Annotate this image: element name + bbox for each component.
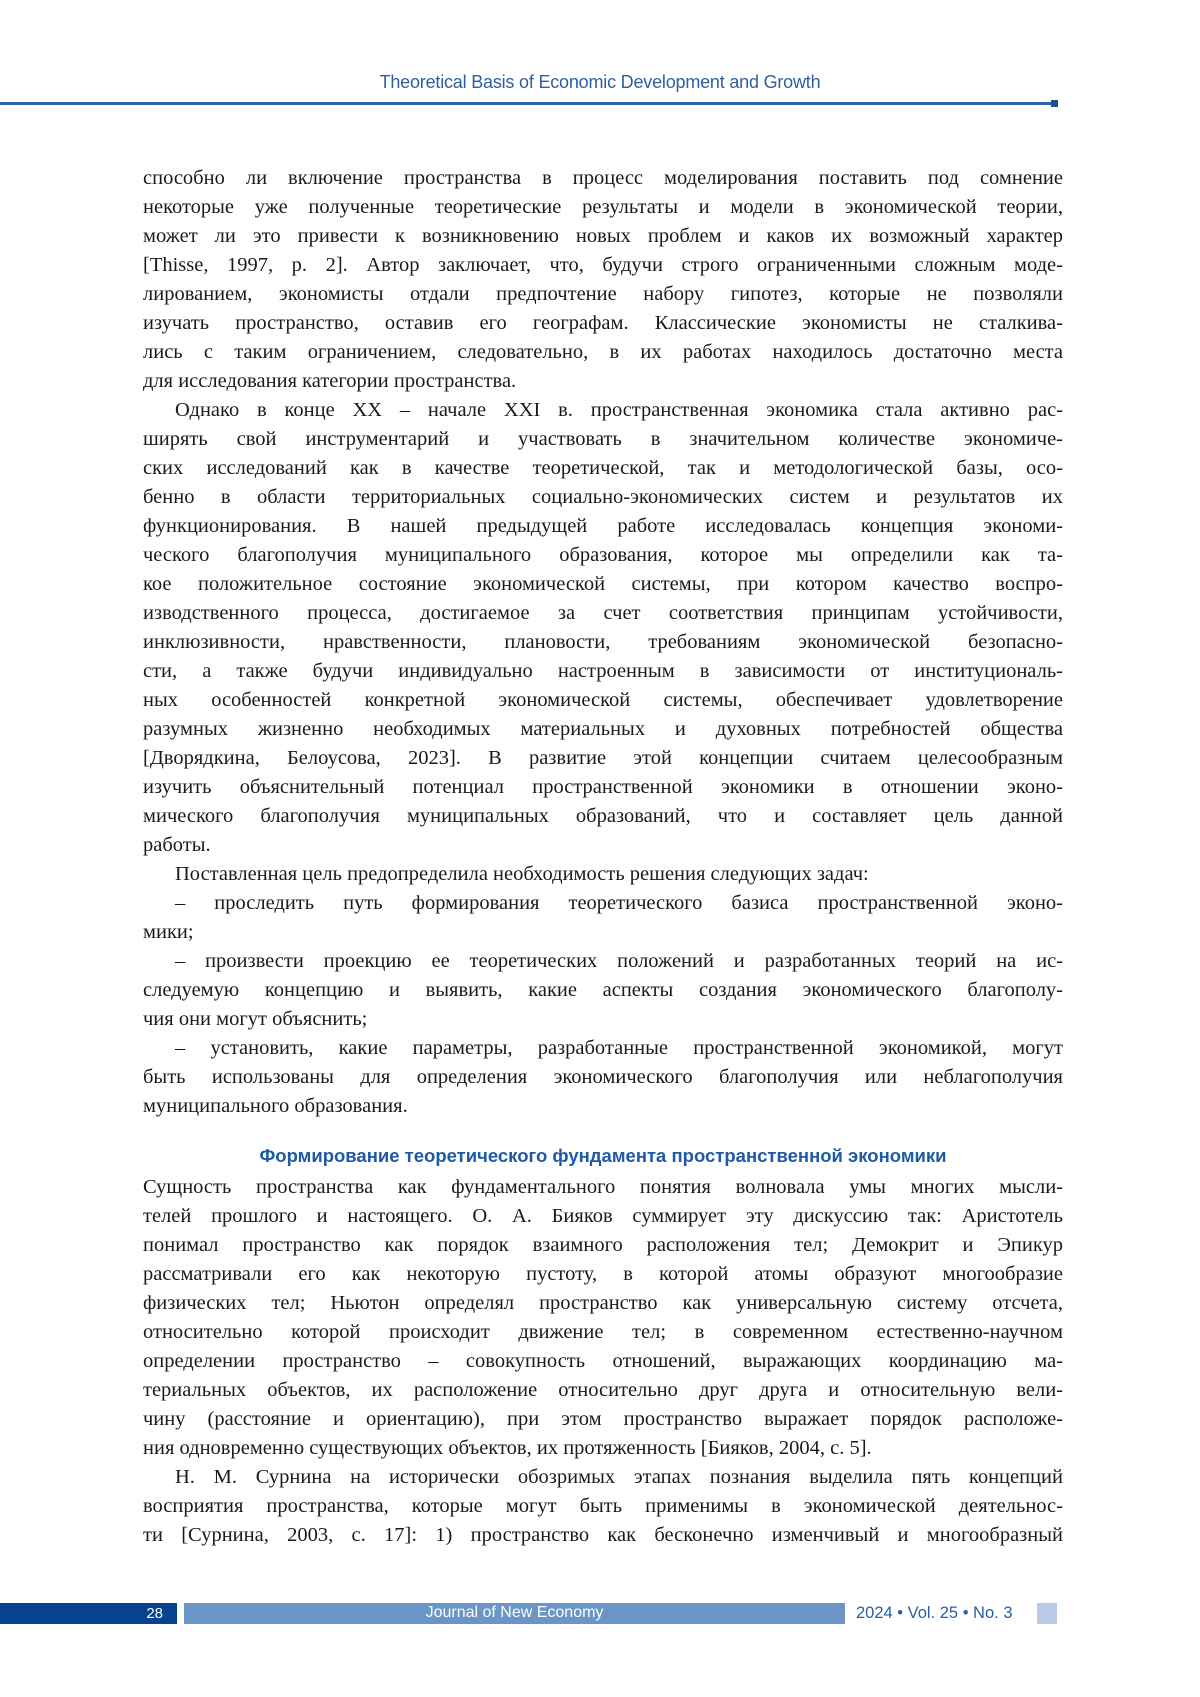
text-line: [Дворядкина, Белоусова, 2023]. В развитие этой концепции считаем целесообразным <box>143 747 1063 769</box>
text-line: ских исследований как в качестве теоретической, так и методологической базы, осо- <box>143 457 1063 479</box>
paragraph <box>143 1173 1063 1463</box>
paragraph <box>143 1463 1063 1550</box>
paragraph <box>143 164 1063 396</box>
running-title: Theoretical Basis of Economic Development and Growth <box>379 72 821 92</box>
text-line: мики; <box>143 921 194 943</box>
text-line: чия они могут объяснить; <box>143 1008 368 1030</box>
text-line: следуемую концепцию и выявить, какие аспекты создания экономического благополу- <box>143 979 1063 1001</box>
footer-page-block <box>0 1603 177 1624</box>
text-line: лированием, экономисты отдали предпочтение набору гипотез, которые не позволяли <box>143 283 1063 305</box>
text-line: мического благополучия муниципальных образований, что и составляет цель данной <box>143 805 1063 827</box>
task-item <box>143 889 1063 947</box>
issue-info: 2024 • Vol. 25 • No. 3 <box>856 1604 1013 1622</box>
text-line: чину (расстояние и ориентацию), при этом пространство выражает порядок расположе- <box>143 1408 1063 1430</box>
text-line: физических тел; Ньютон определял пространство как универсальную систему отсчета, <box>143 1292 1063 1314</box>
text-line: восприятия пространства, которые могут быть применимы в экономической деятельнос- <box>143 1495 1063 1517</box>
page-number: 28 <box>146 1605 163 1622</box>
text-line: бенно в области территориальных социально-экономических систем и результатов их <box>143 486 1063 508</box>
task-item <box>143 947 1063 1034</box>
text-line: рассматривали его как некоторую пустоту, в которой атомы образуют многообразие <box>143 1263 1063 1285</box>
spacer <box>143 1121 1063 1139</box>
journal-name: Journal of New Economy <box>425 1604 604 1621</box>
task-list <box>143 889 1063 1121</box>
article-body <box>143 164 1063 1550</box>
text-line: может ли это привести к возникновению новых проблем и каков их возможный характер <box>143 225 1063 247</box>
section-heading: Формирование теоретического фундамента пространственной экономики <box>259 1145 947 1166</box>
paragraph <box>143 860 1063 889</box>
text-line: Н. М. Сурнина на исторически обозримых этапах познания выделила пять концепций <box>175 1466 1063 1488</box>
text-line: способно ли включение пространства в процесс моделирования поставить под сомнение <box>143 167 1063 189</box>
text-line: кое положительное состояние экономической системы, при котором качество воспро- <box>143 573 1063 595</box>
text-line: изучать пространство, оставив его географам. Классические экономисты не сталкива- <box>143 312 1063 334</box>
text-line: изучить объяснительный потенциал пространственной экономики в отношении эконо- <box>143 776 1063 798</box>
text-line: – установить, какие параметры, разработанные пространственной экономикой, могут <box>175 1037 1063 1059</box>
text-line: Однако в конце XX – начале XXI в. пространственная экономика стала активно рас- <box>175 399 1063 421</box>
header-rule <box>0 102 1055 105</box>
footer-journal-block <box>184 1603 845 1624</box>
text-line: телей прошлого и настоящего. О. А. Бияков суммирует эту дискуссию так: Аристотель <box>143 1205 1063 1227</box>
text-line: определении пространство – совокупность отношений, выражающих координацию ма- <box>143 1350 1063 1372</box>
text-line: изводственного процесса, достигаемое за счет соответствия принципам устойчивости, <box>143 602 1063 624</box>
text-line: сти, а также будучи индивидуально настроенным в зависимости от институциональ- <box>143 660 1063 682</box>
task-item <box>143 1034 1063 1121</box>
text-line: муниципального образования. <box>143 1095 408 1117</box>
text-line: – произвести проекцию ее теоретических положений и разработанных теорий на ис- <box>175 950 1063 972</box>
text-line: [Thisse, 1997, p. 2]. Автор заключает, что, будучи строго ограниченными сложным моде- <box>143 254 1063 276</box>
text-line: функционирования. В нашей предыдущей работе исследовалась концепция экономи- <box>143 515 1063 537</box>
text-line: Поставленная цель предопределила необходимость решения следующих задач: <box>175 863 869 885</box>
text-line: понимал пространство как порядок взаимного расположения тел; Демокрит и Эпикур <box>143 1234 1063 1256</box>
text-line: лись с таким ограничением, следовательно, в их работах находилось достаточно места <box>143 341 1063 363</box>
paragraph <box>143 396 1063 860</box>
text-line: ния одновременно существующих объектов, их протяженность [Бияков, 2004, с. 5]. <box>143 1437 872 1459</box>
text-line: работы. <box>143 834 211 856</box>
text-line: – проследить путь формирования теоретического базиса пространственной эконо- <box>175 892 1063 914</box>
text-line: ных особенностей конкретной экономической системы, обеспечивает удовлетворение <box>143 689 1063 711</box>
text-line: разумных жизненно необходимых материальных и духовных потребностей общества <box>143 718 1063 740</box>
text-line: некоторые уже полученные теоретические результаты и модели в экономической теории, <box>143 196 1063 218</box>
text-line: инклюзивности, нравственности, плановости, требованиям экономической безопасно- <box>143 631 1063 653</box>
text-line: Сущность пространства как фундаментального понятия волновала умы многих мысли- <box>143 1176 1063 1198</box>
text-line: для исследования категории пространства. <box>143 370 517 392</box>
text-line: ширять свой инструментарий и участвовать в значительном количестве экономиче- <box>143 428 1063 450</box>
text-line: териальных объектов, их расположение относительно друг друга и относительную вели- <box>143 1379 1063 1401</box>
text-line: относительно которой происходит движение тел; в современном естественно-научном <box>143 1321 1063 1343</box>
text-line: ти [Сурнина, 2003, с. 17]: 1) пространство как бесконечно изменчивый и многообразный <box>143 1524 1063 1546</box>
header-rule-end-square <box>1051 100 1058 107</box>
text-line: быть использованы для определения экономического благополучия или неблагополучия <box>143 1066 1063 1088</box>
text-line: ческого благополучия муниципального образования, которое мы определили как та- <box>143 544 1063 566</box>
footer-end-square <box>1037 1603 1057 1624</box>
